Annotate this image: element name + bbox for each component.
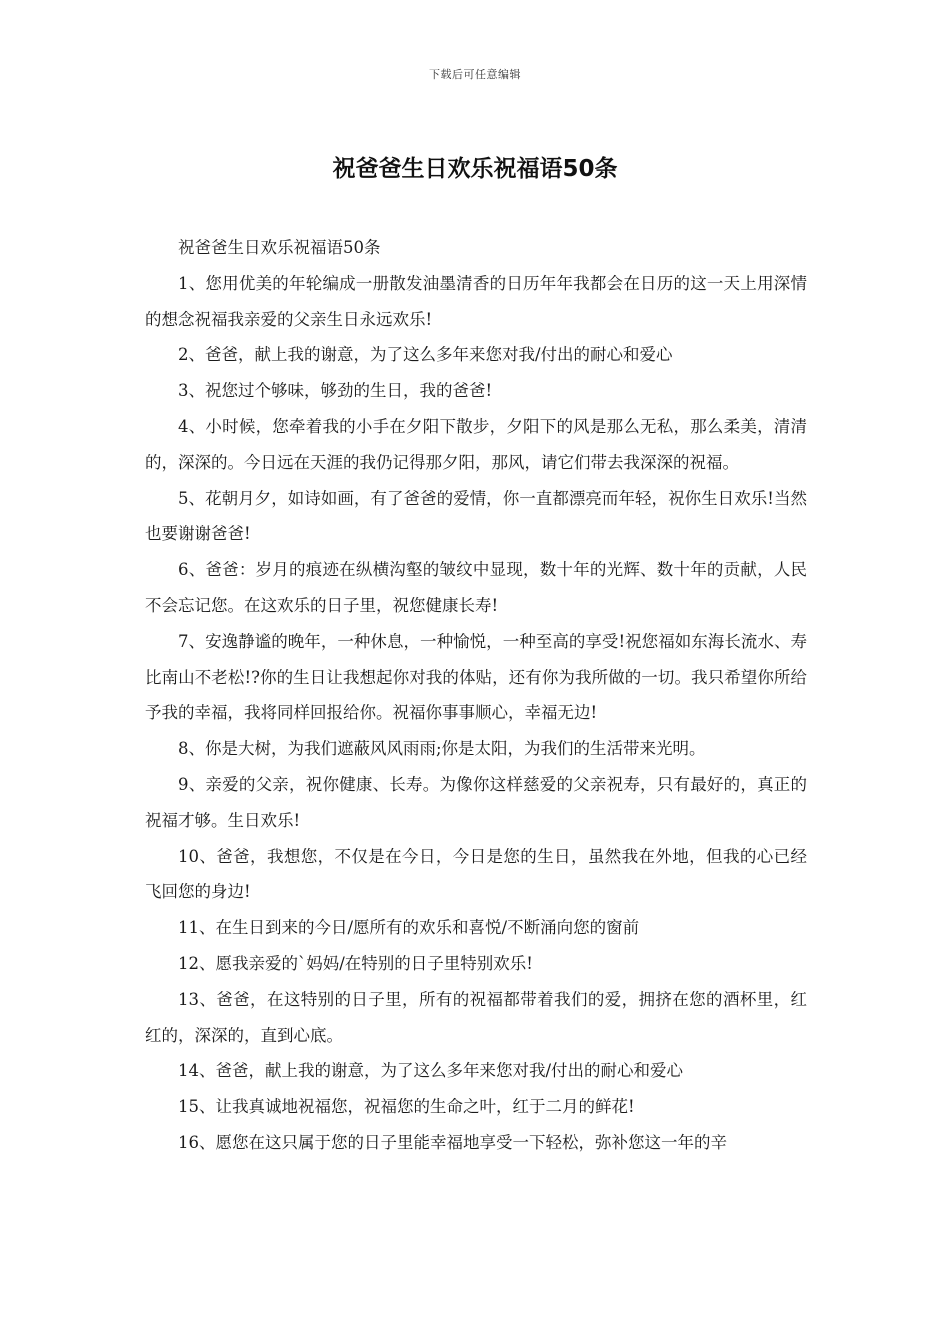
body-paragraph: 3、祝您过个够味，够劲的生日，我的爸爸! bbox=[178, 381, 493, 401]
body-paragraph: 10、爸爸，我想您，不仅是在今日，今日是您的生日，虽然我在外地，但我的心已经飞回您的身边! bbox=[145, 846, 807, 902]
body-paragraph: 9、亲爱的父亲，祝你健康、长寿。为像你这样慈爱的父亲祝寿，只有最好的，真正的祝福才够。生日欢乐! bbox=[145, 774, 807, 830]
body-paragraph: 12、愿我亲爱的`妈妈/在特别的日子里特别欢乐! bbox=[178, 953, 533, 973]
document-title: 祝爸爸生日欢乐祝福语50条 bbox=[332, 156, 618, 182]
body-paragraph: 2、爸爸，献上我的谢意，为了这么多年来您对我/付出的耐心和爱心 bbox=[178, 345, 673, 365]
body-paragraph: 6、爸爸：岁月的痕迹在纵横沟壑的皱纹中显现，数十年的光辉、数十年的贡献，人民不会忘记您。在这欢乐的日子里，祝您健康长寿! bbox=[145, 560, 807, 615]
body-paragraph: 16、愿您在这只属于您的日子里能幸福地享受一下轻松，弥补您这一年的辛 bbox=[178, 1132, 727, 1152]
header-note: 下载后可任意编辑 bbox=[429, 68, 521, 81]
body-paragraph: 祝爸爸生日欢乐祝福语50条 bbox=[178, 238, 381, 257]
body-paragraph: 14、爸爸，献上我的谢意，为了这么多年来您对我/付出的耐心和爱心 bbox=[178, 1061, 684, 1081]
document-body bbox=[145, 230, 807, 1161]
body-paragraph: 15、让我真诚地祝福您，祝福您的生命之叶，红于二月的鲜花! bbox=[178, 1097, 635, 1117]
body-paragraph: 1、您用优美的年轮编成一册散发油墨清香的日历年年我都会在日历的这一天上用深情的想念祝福我亲爱的父亲生日永远欢乐! bbox=[145, 273, 807, 329]
body-paragraph: 5、花朝月夕，如诗如画，有了爸爸的爱情，你一直都漂亮而年轻，祝你生日欢乐!当然也要谢谢爸爸! bbox=[145, 488, 807, 544]
body-paragraph: 11、在生日到来的今日/愿所有的欢乐和喜悦/不断涌向您的窗前 bbox=[178, 918, 640, 938]
body-paragraph: 8、你是大树，为我们遮蔽风风雨雨;你是太阳，为我们的生活带来光明。 bbox=[178, 739, 706, 759]
body-paragraph: 7、安逸静谧的晚年，一种休息，一种愉悦，一种至高的享受!祝您福如东海长流水、寿比南山不老松!?你的生日让我想起你对我的体贴，还有你为我所做的一切。我只希望你所给予我的幸福，我将同样回报给你。祝福你事事顺心，幸福无边! bbox=[145, 631, 807, 723]
body-paragraph: 13、爸爸，在这特别的日子里，所有的祝福都带着我们的爱，拥挤在您的酒杯里，红红的，深深的，直到心底。 bbox=[145, 989, 807, 1045]
body-paragraph: 4、小时候，您牵着我的小手在夕阳下散步，夕阳下的风是那么无私，那么柔美，清清的，深深的。今日远在天涯的我仍记得那夕阳，那风，请它们带去我深深的祝福。 bbox=[145, 416, 807, 472]
